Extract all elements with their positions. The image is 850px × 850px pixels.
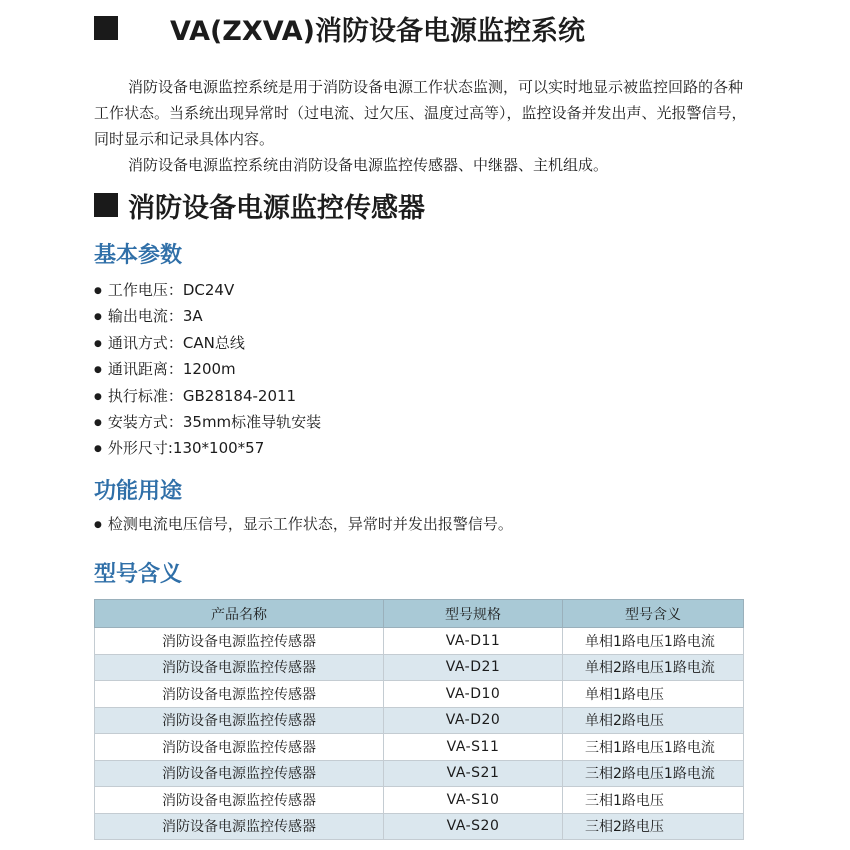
table-row: [95, 787, 744, 814]
cell-model-spec: VA-D10: [384, 681, 563, 708]
square-bullet-icon: [94, 16, 118, 40]
functions-heading: 功能用途: [94, 479, 183, 504]
square-bullet-icon: [94, 193, 118, 217]
table-header-row: [95, 600, 744, 628]
table-row: [95, 654, 744, 681]
param-item: ● 通讯方式：CAN总线: [94, 331, 321, 357]
param-item: ● 安装方式：35mm标准导轨安装: [94, 410, 321, 436]
intro-paragraph-2: 消防设备电源监控系统由消防设备电源监控传感器、中继器、主机组成。: [128, 156, 609, 174]
param-item: ● 输出电流：3A: [94, 304, 321, 330]
functions-list: [94, 513, 513, 534]
cell-model-spec: VA-S20: [384, 813, 563, 840]
table-row: [95, 734, 744, 761]
param-item: ● 通讯距离：1200m: [94, 357, 321, 383]
cell-model-meaning: 三相2路电压: [563, 813, 744, 840]
table-row: [95, 707, 744, 734]
cell-model-meaning: 三相1路电压: [563, 787, 744, 814]
cell-model-meaning: 单相1路电压: [563, 681, 744, 708]
function-item: ● 检测电流电压信号，显示工作状态，异常时并发出报警信号。: [94, 513, 513, 534]
cell-model-meaning: 三相2路电压1路电流: [563, 760, 744, 787]
section-title: [94, 185, 425, 225]
section-title-text: 消防设备电源监控传感器: [128, 192, 425, 224]
cell-product-name: 消防设备电源监控传感器: [95, 654, 384, 681]
header-model-spec: 型号规格: [384, 600, 563, 628]
cell-model-meaning: 单相2路电压: [563, 707, 744, 734]
params-heading: 基本参数: [94, 243, 183, 268]
cell-model-spec: VA-S11: [384, 734, 563, 761]
cell-model-spec: VA-D20: [384, 707, 563, 734]
cell-model-meaning: 单相1路电压1路电流: [563, 628, 744, 655]
table-row: [95, 760, 744, 787]
cell-model-meaning: 三相1路电压1路电流: [563, 734, 744, 761]
table-row: [95, 681, 744, 708]
intro-text: [94, 74, 754, 178]
cell-model-spec: VA-D11: [384, 628, 563, 655]
cell-model-spec: VA-S10: [384, 787, 563, 814]
intro-paragraph-1: 消防设备电源监控系统是用于消防设备电源工作状态监测，可以实时地显示被监控回路的各种工作状态。当系统出现异常时（过电流、过欠压、温度过高等），监控设备并发出声、光报警信号，同时显示和记录具体内容。: [94, 78, 747, 148]
table-row: [95, 628, 744, 655]
param-item: ● 外形尺寸:130*100*57: [94, 436, 321, 462]
model-table: [94, 599, 744, 840]
cell-model-meaning: 单相2路电压1路电流: [563, 654, 744, 681]
cell-product-name: 消防设备电源监控传感器: [95, 787, 384, 814]
param-item: ● 工作电压：DC24V: [94, 278, 321, 304]
table-row: [95, 813, 744, 840]
cell-model-spec: VA-D21: [384, 654, 563, 681]
cell-product-name: 消防设备电源监控传感器: [95, 734, 384, 761]
models-heading: 型号含义: [94, 562, 183, 587]
cell-product-name: 消防设备电源监控传感器: [95, 707, 384, 734]
page-title: [94, 8, 585, 48]
cell-product-name: 消防设备电源监控传感器: [95, 760, 384, 787]
cell-product-name: 消防设备电源监控传感器: [95, 813, 384, 840]
page-title-text: VA(ZXVA)消防设备电源监控系统: [170, 15, 585, 47]
cell-product-name: 消防设备电源监控传感器: [95, 628, 384, 655]
param-item: ● 执行标准：GB28184-2011: [94, 384, 321, 410]
cell-product-name: 消防设备电源监控传感器: [95, 681, 384, 708]
params-list: [94, 278, 321, 463]
header-product-name: 产品名称: [95, 600, 384, 628]
cell-model-spec: VA-S21: [384, 760, 563, 787]
header-model-meaning: 型号含义: [563, 600, 744, 628]
